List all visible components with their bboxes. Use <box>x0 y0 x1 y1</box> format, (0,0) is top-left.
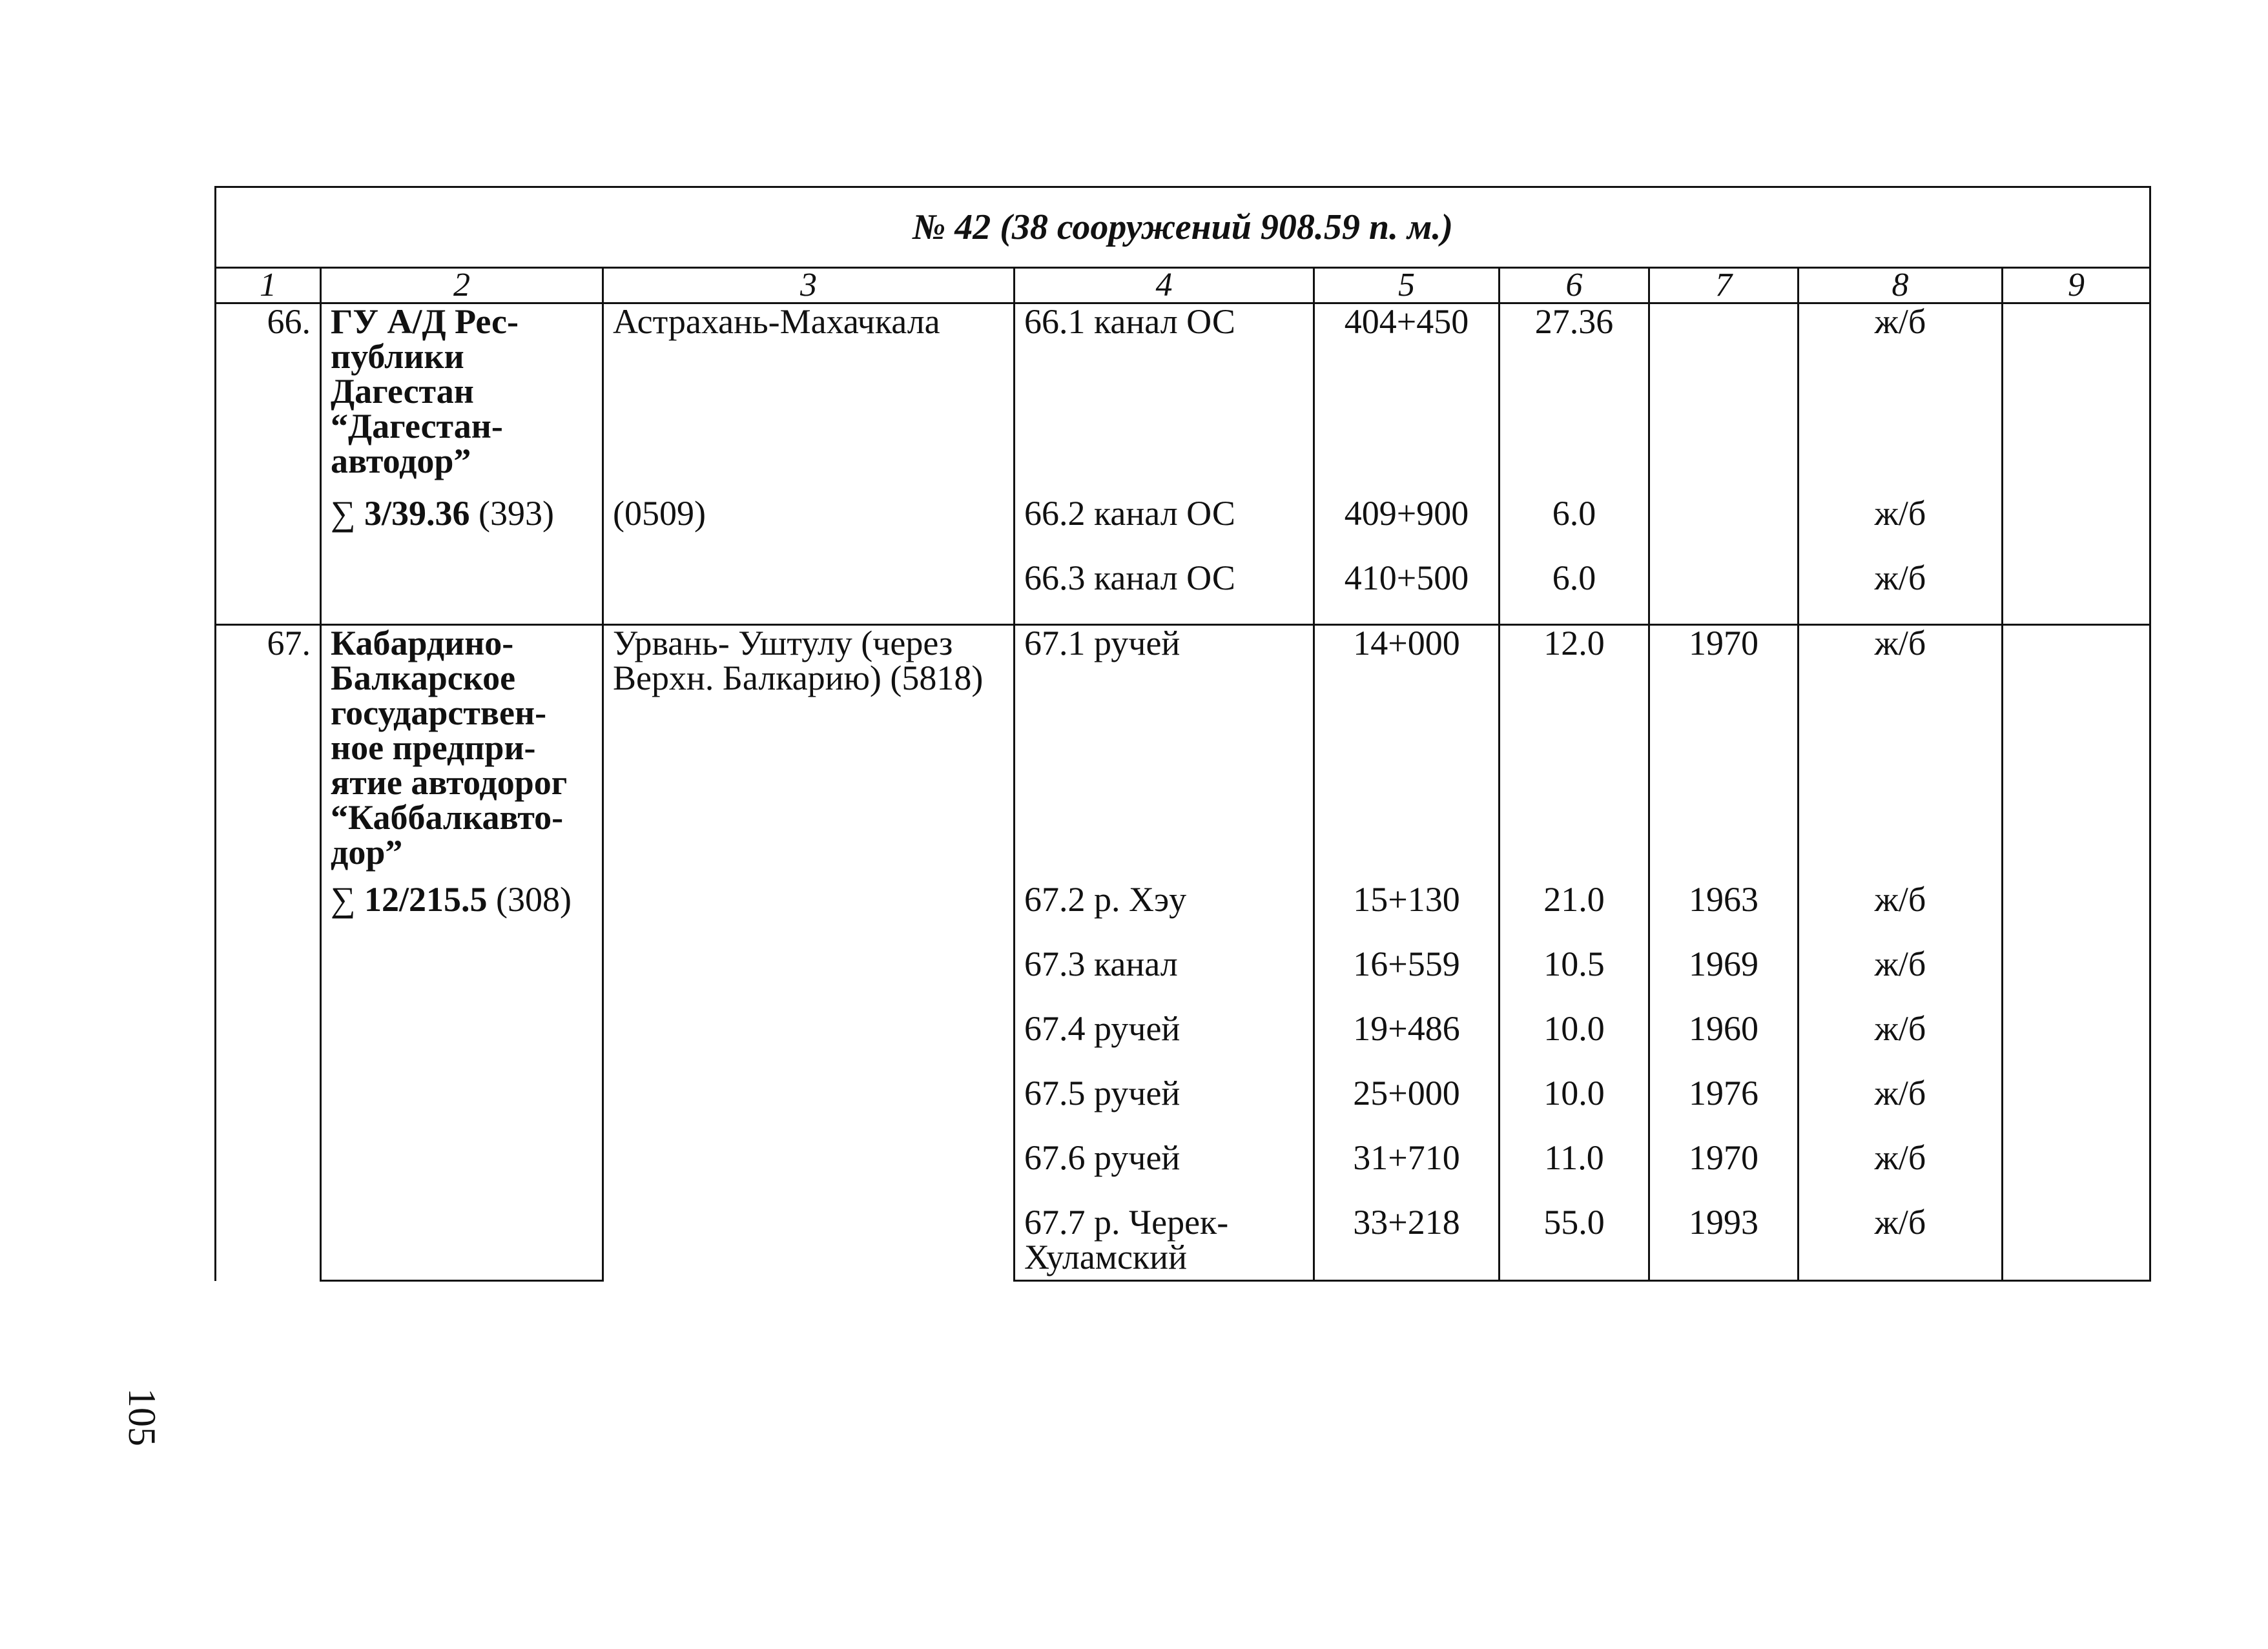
structure-year <box>1649 560 1799 625</box>
structure-km: 33+218 <box>1314 1205 1500 1281</box>
structure-length: 27.36 <box>1500 303 1649 496</box>
structure-year <box>1649 496 1799 560</box>
sum-value: 3/39.36 <box>364 493 470 533</box>
empty-cell <box>321 1205 603 1281</box>
empty-cell <box>2003 560 2150 625</box>
structure-name: 67.3 канал <box>1015 947 1314 1011</box>
structure-km: 410+500 <box>1314 560 1500 625</box>
structure-year: 1963 <box>1649 882 1799 947</box>
table-row <box>216 560 2150 625</box>
structure-name: 66.2 канал ОС <box>1015 496 1314 560</box>
structure-length: 10.0 <box>1500 1011 1649 1076</box>
empty-cell <box>2003 1076 2150 1140</box>
structure-name: 67.2 р. Хэу <box>1015 882 1314 947</box>
structure-length: 6.0 <box>1500 560 1649 625</box>
structure-year: 1969 <box>1649 947 1799 1011</box>
entry-number: 67. <box>216 625 321 1281</box>
road-name: Урвань- Уштулу (через Верхн. Балкарию) (5818) <box>603 625 1015 1281</box>
page-number: 105 <box>121 1388 163 1446</box>
table-title: № 42 (38 сооружений 908.59 п. м.) <box>216 187 2150 268</box>
structure-year: 1993 <box>1649 1205 1799 1281</box>
column-number: 5 <box>1314 268 1500 303</box>
sum-symbol: ∑ <box>331 493 356 533</box>
road-code: (0509) <box>603 496 1015 560</box>
sum-symbol: ∑ <box>331 879 356 919</box>
structure-length: 10.5 <box>1500 947 1649 1011</box>
structure-material: ж/б <box>1799 882 2003 947</box>
structure-year <box>1649 303 1799 496</box>
structure-name: 67.5 ручей <box>1015 1076 1314 1140</box>
structure-length: 6.0 <box>1500 496 1649 560</box>
empty-cell <box>603 560 1015 625</box>
table-row <box>216 1011 2150 1076</box>
structure-name: 66.3 канал ОС <box>1015 560 1314 625</box>
bridges-register-table <box>214 186 2151 1282</box>
structure-length: 55.0 <box>1500 1205 1649 1281</box>
table-row <box>216 1076 2150 1140</box>
structure-material: ж/б <box>1799 496 2003 560</box>
entry-number: 66. <box>216 303 321 625</box>
empty-cell <box>321 947 603 1011</box>
structure-material: ж/б <box>1799 947 2003 1011</box>
structure-km: 25+000 <box>1314 1076 1500 1140</box>
column-number: 8 <box>1799 268 2003 303</box>
structure-km: 409+900 <box>1314 496 1500 560</box>
structure-material: ж/б <box>1799 625 2003 882</box>
structure-length: 12.0 <box>1500 625 1649 882</box>
empty-cell <box>2003 1205 2150 1281</box>
empty-cell <box>2003 1140 2150 1205</box>
structure-name: 67.4 ручей <box>1015 1011 1314 1076</box>
table-row <box>216 1140 2150 1205</box>
structure-name: 67.1 ручей <box>1015 625 1314 882</box>
table-row <box>216 882 2150 947</box>
empty-cell <box>2003 947 2150 1011</box>
column-number: 3 <box>603 268 1015 303</box>
organization-name: ГУ А/Д Рес-публики Дагестан “Дагестан-автодор” <box>321 303 603 496</box>
structure-material: ж/б <box>1799 1140 2003 1205</box>
structure-length: 10.0 <box>1500 1076 1649 1140</box>
structure-material: ж/б <box>1799 1076 2003 1140</box>
structure-year: 1970 <box>1649 1140 1799 1205</box>
column-number: 2 <box>321 268 603 303</box>
empty-cell <box>321 1076 603 1140</box>
organization-sum <box>321 879 603 947</box>
column-number: 7 <box>1649 268 1799 303</box>
structure-material: ж/б <box>1799 303 2003 496</box>
structure-name: 67.7 р. Черек-Хуламский <box>1015 1205 1314 1281</box>
table-row <box>216 947 2150 1011</box>
table-row <box>216 303 2150 496</box>
road-name: Астрахань-Махачкала <box>603 303 1015 496</box>
structure-name: 66.1 канал ОС <box>1015 303 1314 496</box>
sum-code: (308) <box>496 879 572 919</box>
structure-year: 1976 <box>1649 1076 1799 1140</box>
empty-cell <box>2003 303 2150 496</box>
column-number: 9 <box>2003 268 2150 303</box>
column-numbers-row <box>216 268 2150 303</box>
structure-km: 31+710 <box>1314 1140 1500 1205</box>
empty-cell <box>2003 882 2150 947</box>
structure-name: 67.6 ручей <box>1015 1140 1314 1205</box>
sum-value: 12/215.5 <box>364 879 488 919</box>
structure-material: ж/б <box>1799 1205 2003 1281</box>
empty-cell <box>321 560 603 625</box>
empty-cell <box>321 1011 603 1076</box>
empty-cell <box>2003 625 2150 882</box>
structure-km: 16+559 <box>1314 947 1500 1011</box>
empty-cell <box>2003 496 2150 560</box>
structure-material: ж/б <box>1799 1011 2003 1076</box>
empty-cell <box>2003 1011 2150 1076</box>
structure-km: 19+486 <box>1314 1011 1500 1076</box>
column-number: 1 <box>216 268 321 303</box>
structure-material: ж/б <box>1799 560 2003 625</box>
structure-length: 21.0 <box>1500 882 1649 947</box>
table-row <box>216 625 2150 882</box>
organization-sum <box>321 493 603 560</box>
structure-year: 1970 <box>1649 625 1799 882</box>
organization-name: Кабардино-Балкарское государствен-ное предпри-ятие автодорог “Каббалкавто-дор” <box>321 625 603 882</box>
table-row <box>216 1205 2150 1281</box>
structure-km: 404+450 <box>1314 303 1500 496</box>
structure-km: 15+130 <box>1314 882 1500 947</box>
column-number: 4 <box>1015 268 1314 303</box>
table-row <box>216 496 2150 560</box>
structure-length: 11.0 <box>1500 1140 1649 1205</box>
structure-year: 1960 <box>1649 1011 1799 1076</box>
empty-cell <box>321 1140 603 1205</box>
column-number: 6 <box>1500 268 1649 303</box>
structure-km: 14+000 <box>1314 625 1500 882</box>
sum-code: (393) <box>479 493 554 533</box>
